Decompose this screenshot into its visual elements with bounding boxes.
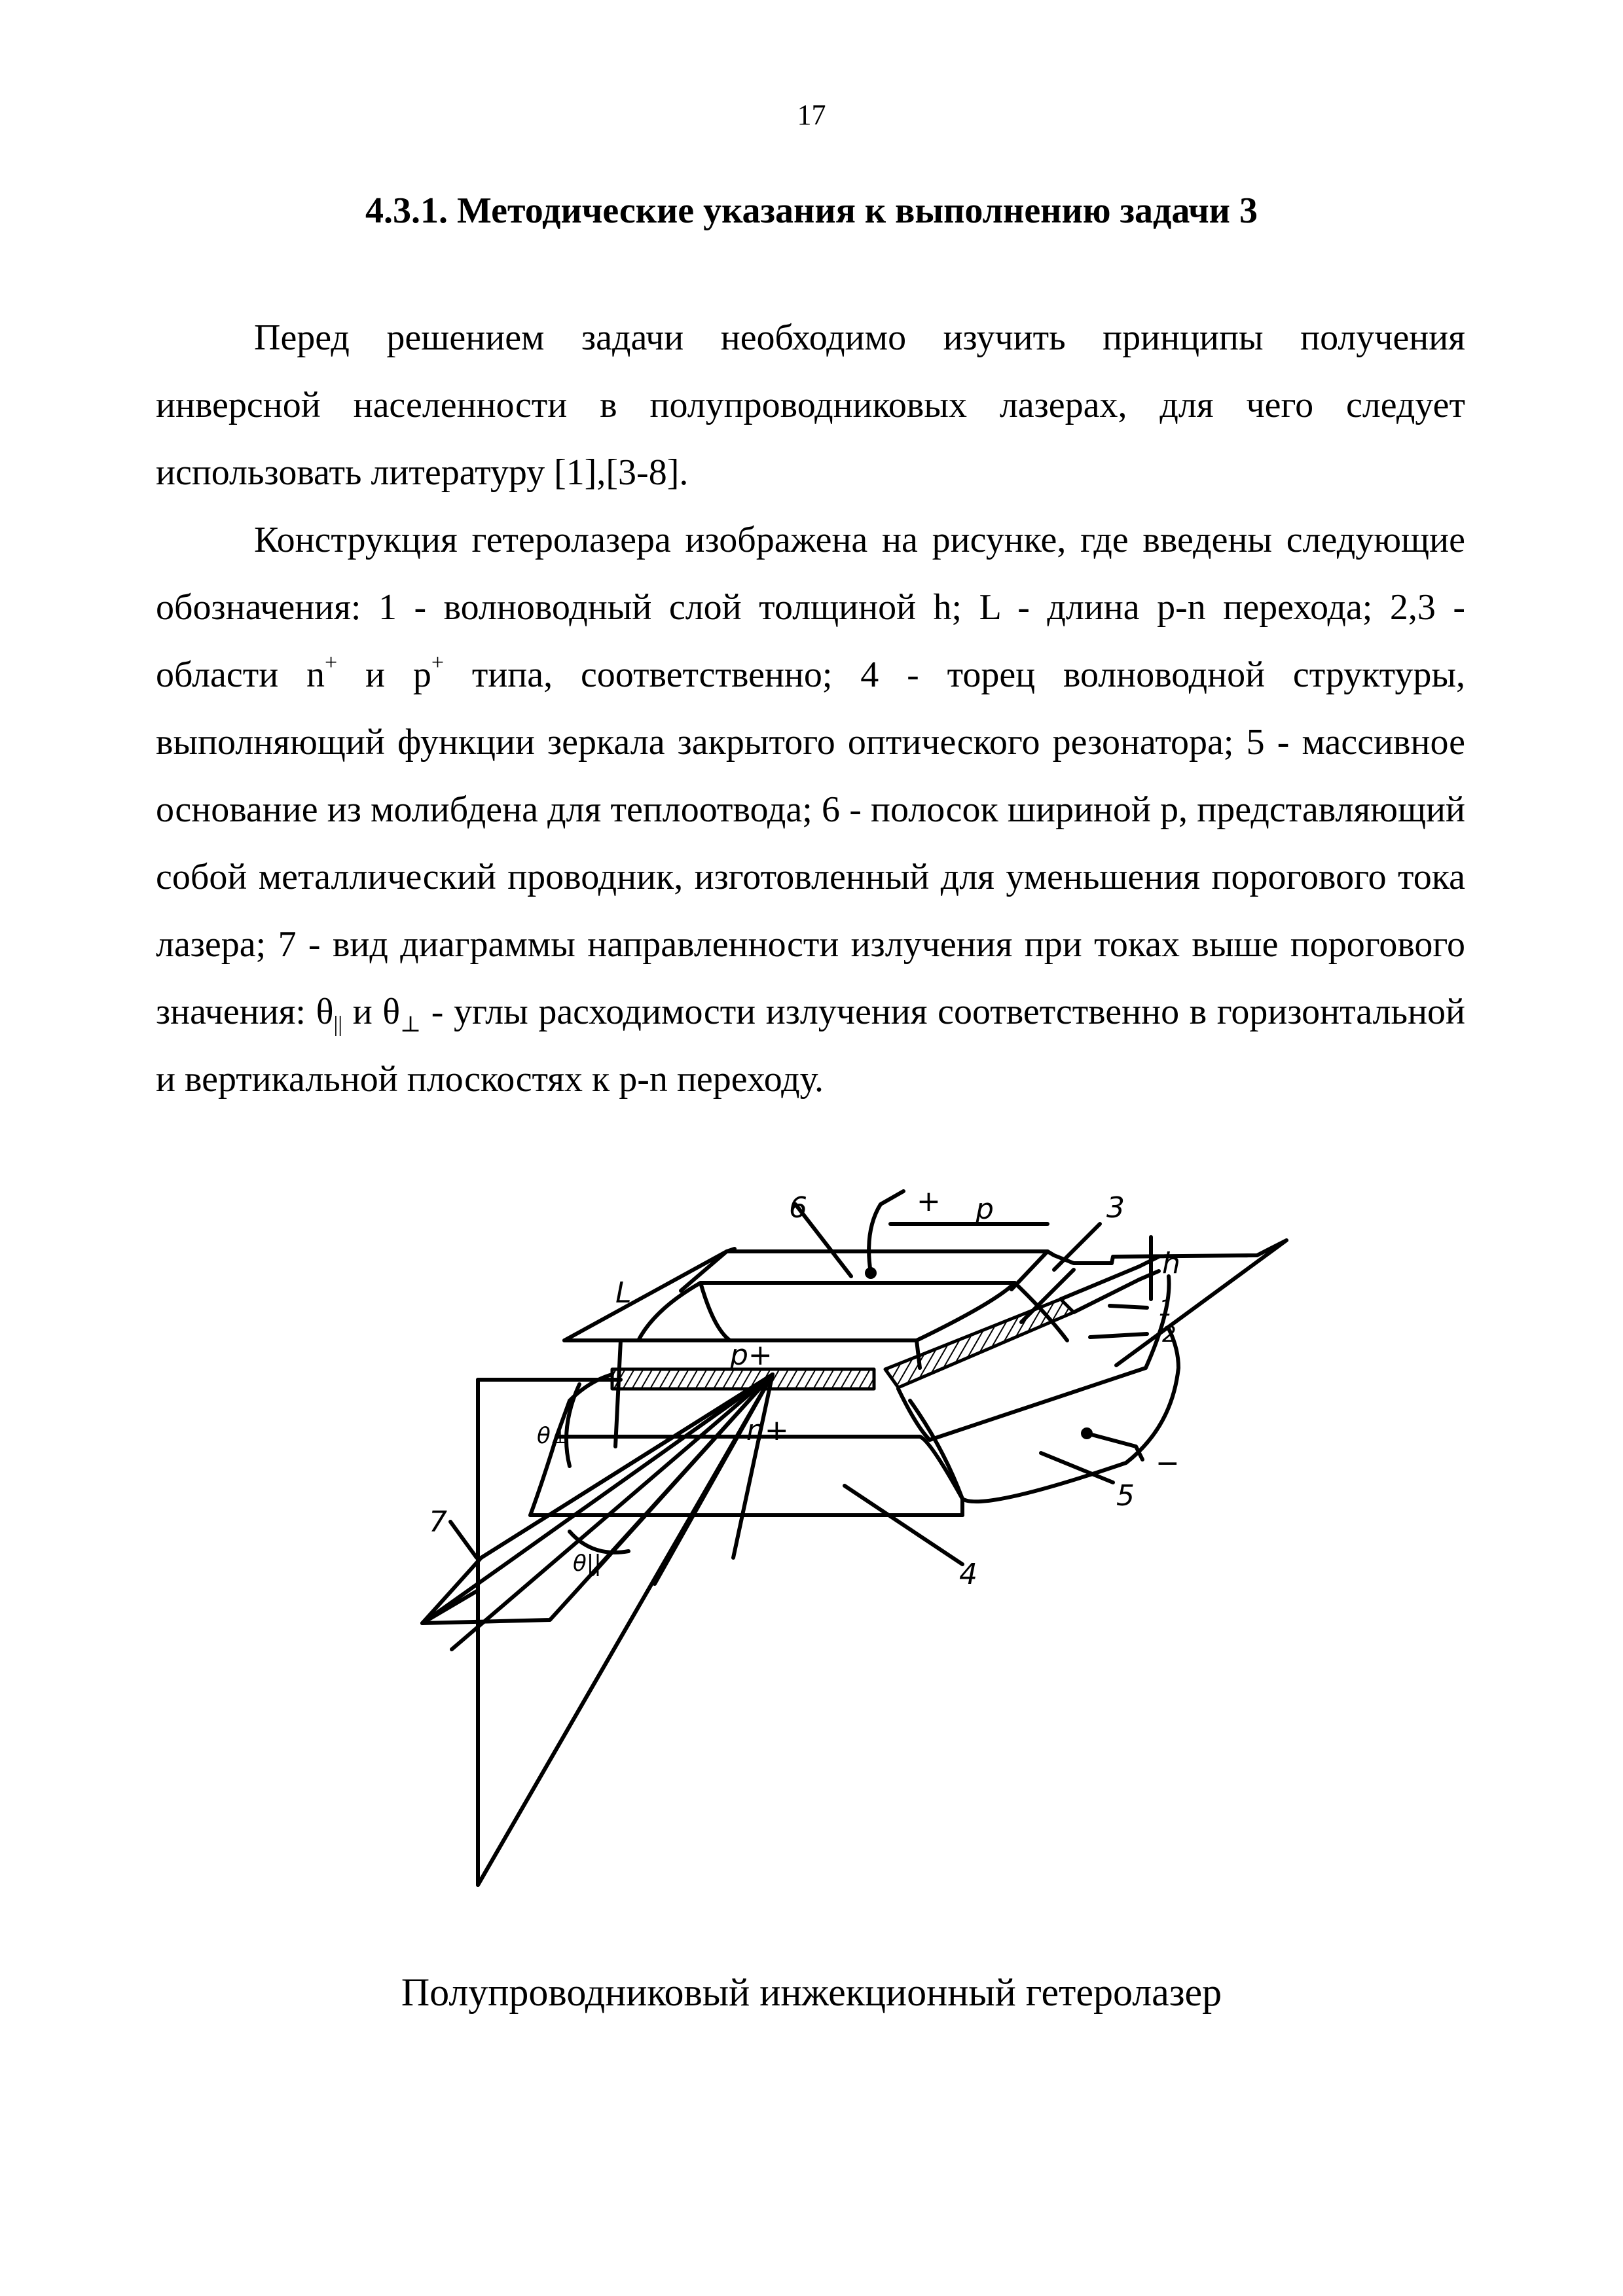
label-plus: + — [917, 1185, 941, 1218]
label-5: 5 — [1116, 1479, 1135, 1513]
label-3: 3 — [1106, 1191, 1125, 1225]
paragraph-1: Перед решением задачи необходимо изучить принципы получения инверсной населенности в полупроводниковых лазерах, для чего следует использовать литературу [1],[3-8]. — [156, 317, 1465, 493]
label-2: 2 — [1162, 1321, 1176, 1348]
label-p-width: p — [976, 1193, 994, 1226]
label-7: 7 — [429, 1505, 447, 1539]
paragraph-2: Конструкция гетеролазера изображена на рисунке, где введены следующие обозначения: 1 - волноводный слой толщиной h; L - длина p-n перехода; 2,3 - области n+ и p+ типа, соответственно; 4 - торец волноводной структуры, выполняющий функции зеркала закрытого оптического резонатора; 5 - массивное основание из молибдена для теплоотвода; 6 - полосок шириной p, представляющий собой металлический проводник, изготовленный для уменьшения порогового тока лазера; 7 - вид диаграммы направленности излучения при токах выше порогового значения: $\theta_{||}$ и $\theta_\perp$ - углы расходимости излучения соответственно в горизонтальной и вертикальной плоскостях к p-n переходу. — [156, 520, 1465, 1100]
label-h: h — [1162, 1247, 1180, 1280]
label-p-region: p+ — [730, 1338, 773, 1372]
label-L: L — [615, 1276, 632, 1310]
label-6: 6 — [789, 1191, 807, 1225]
label-n-region: n+ — [746, 1414, 789, 1447]
figure-caption: Полупроводниковый инжекционный гетеролазер — [401, 1971, 1222, 2014]
label-1: 1 — [1159, 1295, 1173, 1321]
active-layer-front — [612, 1369, 874, 1389]
active-layer-side — [885, 1299, 1074, 1388]
label-theta-par: θ|| — [573, 1551, 602, 1577]
section-heading: 4.3.1. Методические указания к выполнению задачи 3 — [365, 190, 1258, 231]
label-minus: − — [1156, 1446, 1180, 1480]
label-4: 4 — [959, 1558, 977, 1591]
label-theta-perp: θ⊥ — [537, 1423, 570, 1449]
page-number: 17 — [797, 99, 826, 131]
